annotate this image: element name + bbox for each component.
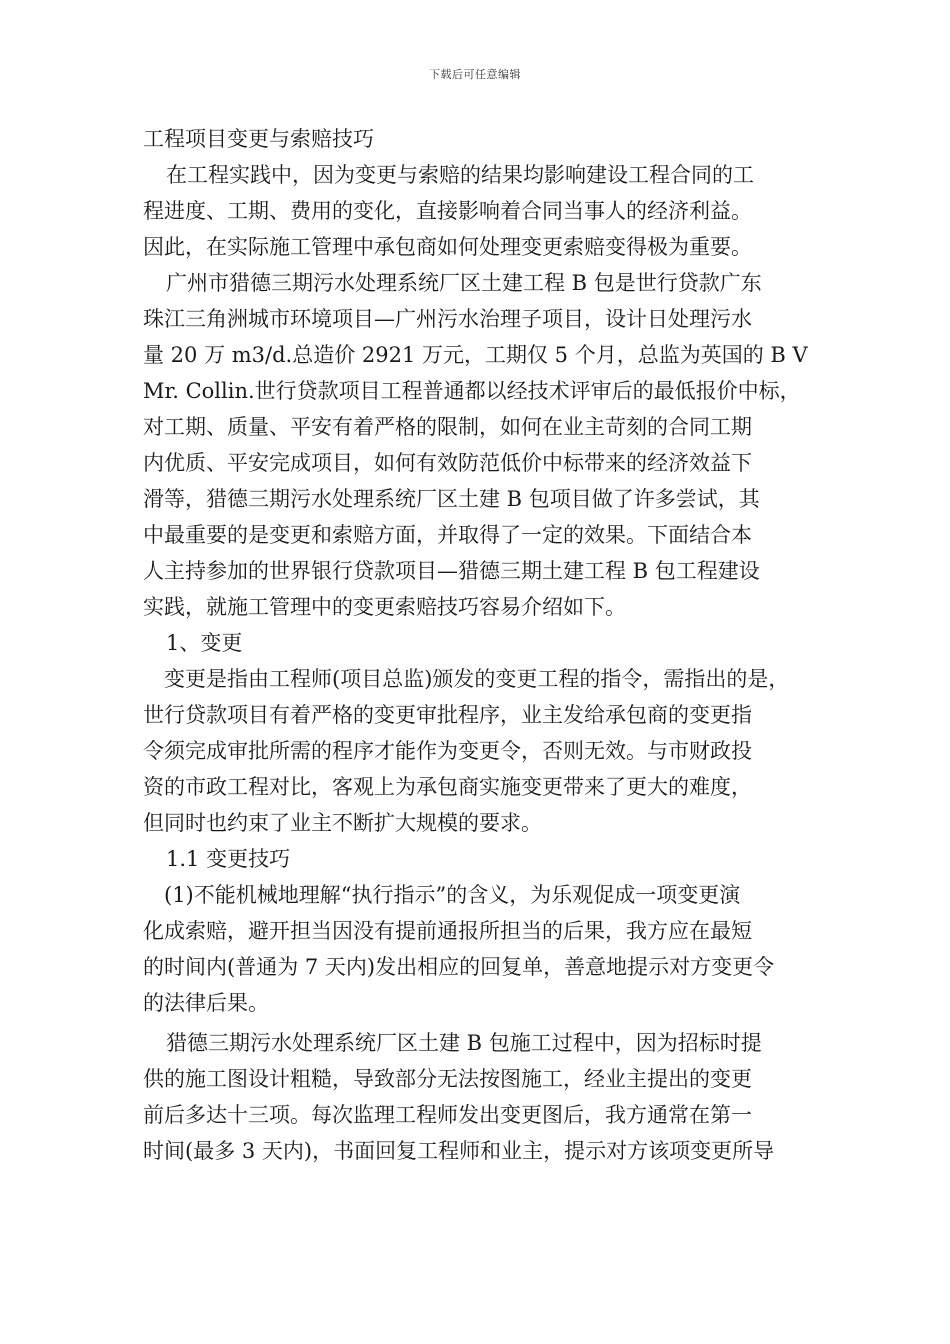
paragraph-line: 对工期、质量、平安有着严格的限制，如何在业主苛刻的合同工期 bbox=[143, 415, 752, 439]
document-body bbox=[143, 121, 818, 1169]
paragraph-line: 人主持参加的世界银行贷款项目—猎德三期土建工程 B 包工程建设 bbox=[143, 559, 760, 583]
paragraph-line: 化成索赔，避开担当因没有提前通报所担当的后果，我方应在最短 bbox=[143, 919, 752, 943]
paragraph-line: (1)不能机械地理解“执行指示”的含义，为乐观促成一项变更演 bbox=[164, 883, 741, 907]
paragraph-line: 时间(最多 3 天内)，书面回复工程师和业主，提示对方该项变更所导 bbox=[143, 1139, 775, 1163]
paragraph-line: 珠江三角洲城市环境项目—广州污水治理子项目，设计日处理污水 bbox=[143, 307, 752, 331]
paragraph-line: 量 20 万 m3/d.总造价 2921 万元，工期仅 5 个月，总监为英国的 B V bbox=[143, 343, 808, 367]
paragraph-line: 内优质、平安完成项目，如何有效防范低价中标带来的经济效益下 bbox=[143, 451, 752, 475]
paragraph-line: 在工程实践中，因为变更与索赔的结果均影响建设工程合同的工 bbox=[166, 163, 754, 187]
subsection-heading: 1.1 变更技巧 bbox=[166, 847, 291, 871]
paragraph-line: 世行贷款项目有着严格的变更审批程序，业主发给承包商的变更指 bbox=[143, 703, 752, 727]
paragraph-line: 广州市猎德三期污水处理系统厂区土建工程 B 包是世行贷款广东 bbox=[166, 271, 762, 295]
paragraph-line: Mr. Collin.世行贷款项目工程普通都以经技术评审后的最低报价中标， bbox=[143, 379, 801, 403]
paragraph-line: 变更是指由工程师(项目总监)颁发的变更工程的指令，需指出的是， bbox=[164, 667, 790, 691]
paragraph-line: 的时间内(普通为 7 天内)发出相应的回复单，善意地提示对方变更令 bbox=[143, 955, 775, 979]
paragraph-line: 实践，就施工管理中的变更索赔技巧容易介绍如下。 bbox=[143, 595, 626, 619]
section-heading: 1、变更 bbox=[166, 631, 243, 655]
paragraph-line: 程进度、工期、费用的变化，直接影响着合同当事人的经济利益。 bbox=[143, 199, 752, 223]
paragraph-line: 供的施工图设计粗糙，导致部分无法按图施工，经业主提出的变更 bbox=[143, 1067, 752, 1091]
document-title: 工程项目变更与索赔技巧 bbox=[143, 127, 374, 151]
paragraph-line: 前后多达十三项。每次监理工程师发出变更图后，我方通常在第一 bbox=[143, 1103, 752, 1127]
paragraph-line: 因此，在实际施工管理中承包商如何处理变更索赔变得极为重要。 bbox=[143, 235, 752, 259]
paragraph-line: 的法律后果。 bbox=[143, 991, 269, 1015]
paragraph-line: 滑等，猎德三期污水处理系统厂区土建 B 包项目做了许多尝试，其 bbox=[143, 487, 760, 511]
paragraph-line: 猎德三期污水处理系统厂区土建 B 包施工过程中，因为招标时提 bbox=[166, 1031, 762, 1055]
paragraph-line: 中最重要的是变更和索赔方面，并取得了一定的效果。下面结合本 bbox=[143, 523, 752, 547]
header-note: 下载后可任意编辑 bbox=[429, 68, 521, 81]
paragraph-line: 但同时也约束了业主不断扩大规模的要求。 bbox=[143, 811, 542, 835]
paragraph-line: 资的市政工程对比，客观上为承包商实施变更带来了更大的难度， bbox=[143, 775, 752, 799]
paragraph-line: 令须完成审批所需的程序才能作为变更令，否则无效。与市财政投 bbox=[143, 739, 752, 763]
